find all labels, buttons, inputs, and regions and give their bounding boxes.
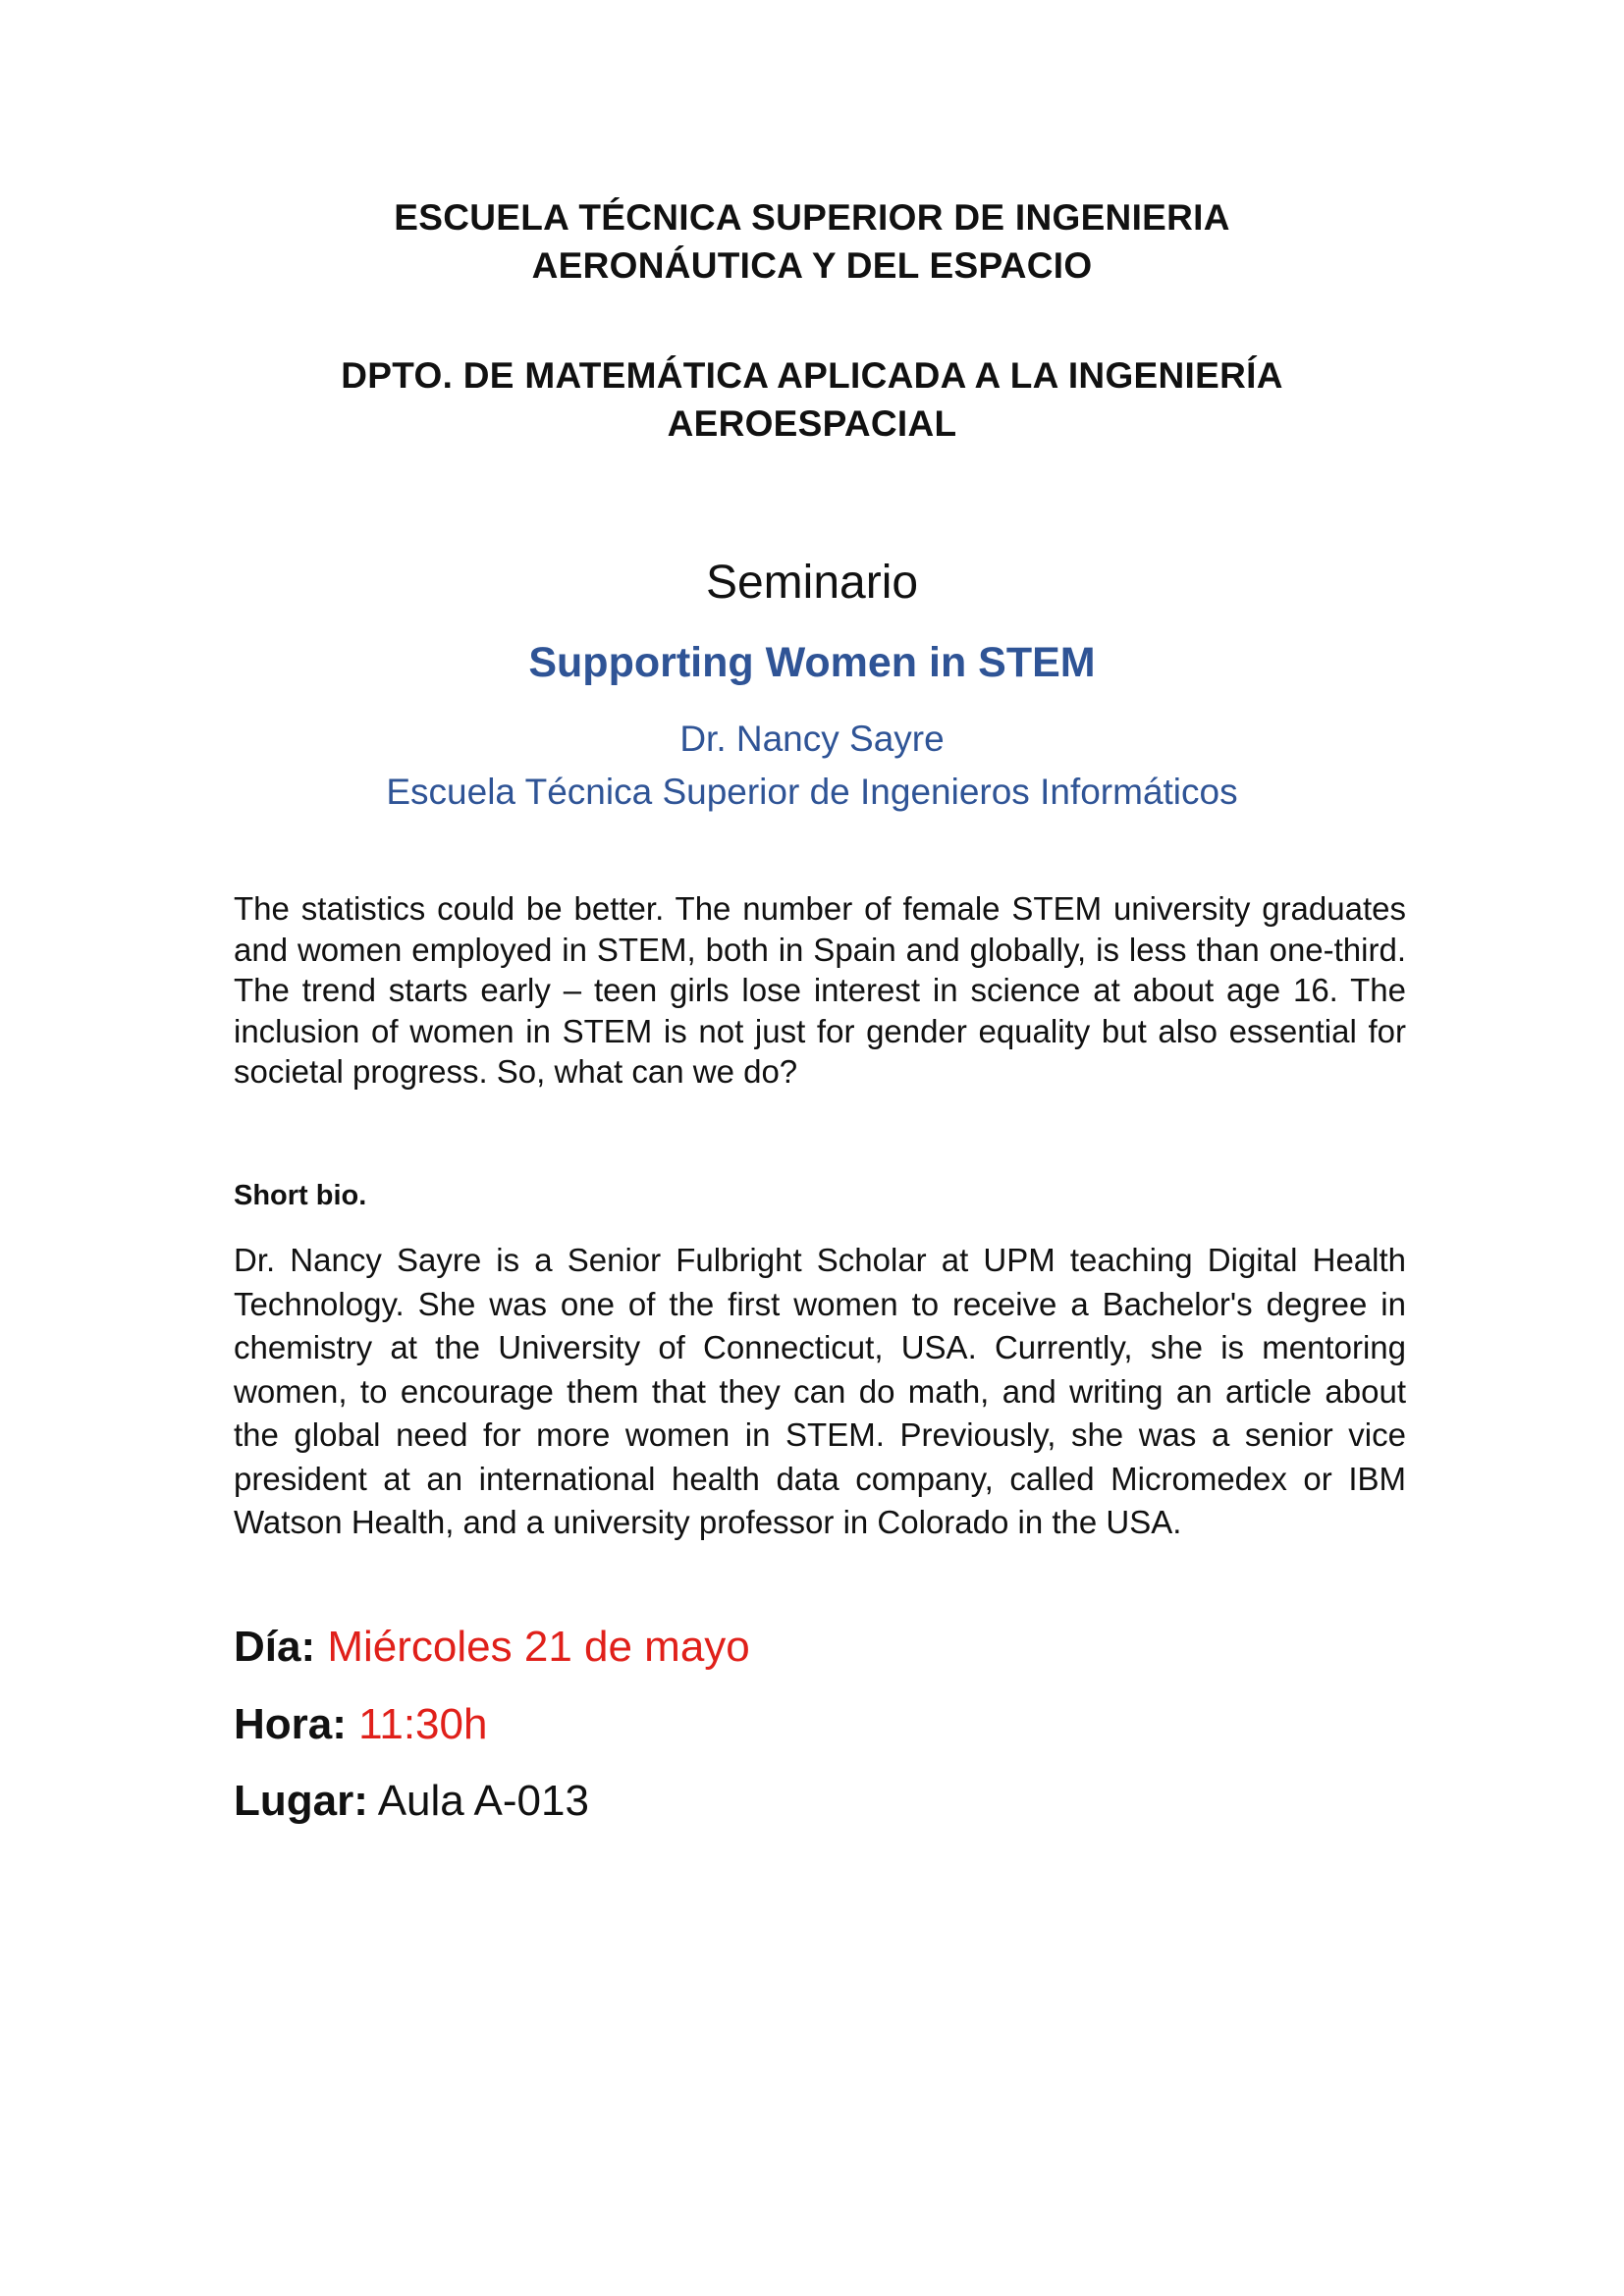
department-name-line-1: DPTO. DE MATEMÁTICA APLICADA A LA INGENIERÍA [341,355,1283,396]
date-label: Día: [234,1623,316,1671]
seminar-label: Seminario [705,557,919,609]
department-name-line-2: AEROESPACIAL [667,403,957,444]
time-label: Hora: [234,1700,347,1748]
time-row [234,1697,487,1752]
school-name-line-2: AERONÁUTICA Y DEL ESPACIO [531,245,1093,286]
place-label: Lugar: [234,1777,368,1825]
date-row [234,1620,750,1675]
school-name-line-1: ESCUELA TÉCNICA SUPERIOR DE INGENIERIA [394,197,1230,238]
seminar-title: Supporting Women in STEM [528,639,1096,686]
bio-heading: Short bio. [234,1180,367,1211]
abstract-paragraph: The statistics could be better. The number of female STEM university graduates and women employed in STEM, both in Spain and globally, is less than one-third. The trend starts early – teen girls lose interest in science at about age 16. The inclusion of women in STEM is not just for gender equality but also essential for societal progress. So, what can we do? [234,890,1406,1090]
place-row [234,1774,589,1829]
place-value: Aula A-013 [377,1777,589,1825]
bio-paragraph: Dr. Nancy Sayre is a Senior Fulbright Scholar at UPM teaching Digital Health Technology. She was one of the first women to receive a Bachelor's degree in chemistry at the University of Connecticut, USA. Currently, she is mentoring women, to encourage them that they can do math, and writing an article about the global need for more women in STEM. Previously, she was a senior vice president at an international health data company, called Micromedex or IBM Watson Health, and a university professor in Colorado in the USA. [234,1242,1406,1540]
speaker-affiliation: Escuela Técnica Superior de Ingenieros Informáticos [386,772,1238,812]
date-value: Miércoles 21 de mayo [327,1623,750,1671]
speaker-name: Dr. Nancy Sayre [679,719,945,759]
time-value: 11:30h [358,1700,488,1748]
